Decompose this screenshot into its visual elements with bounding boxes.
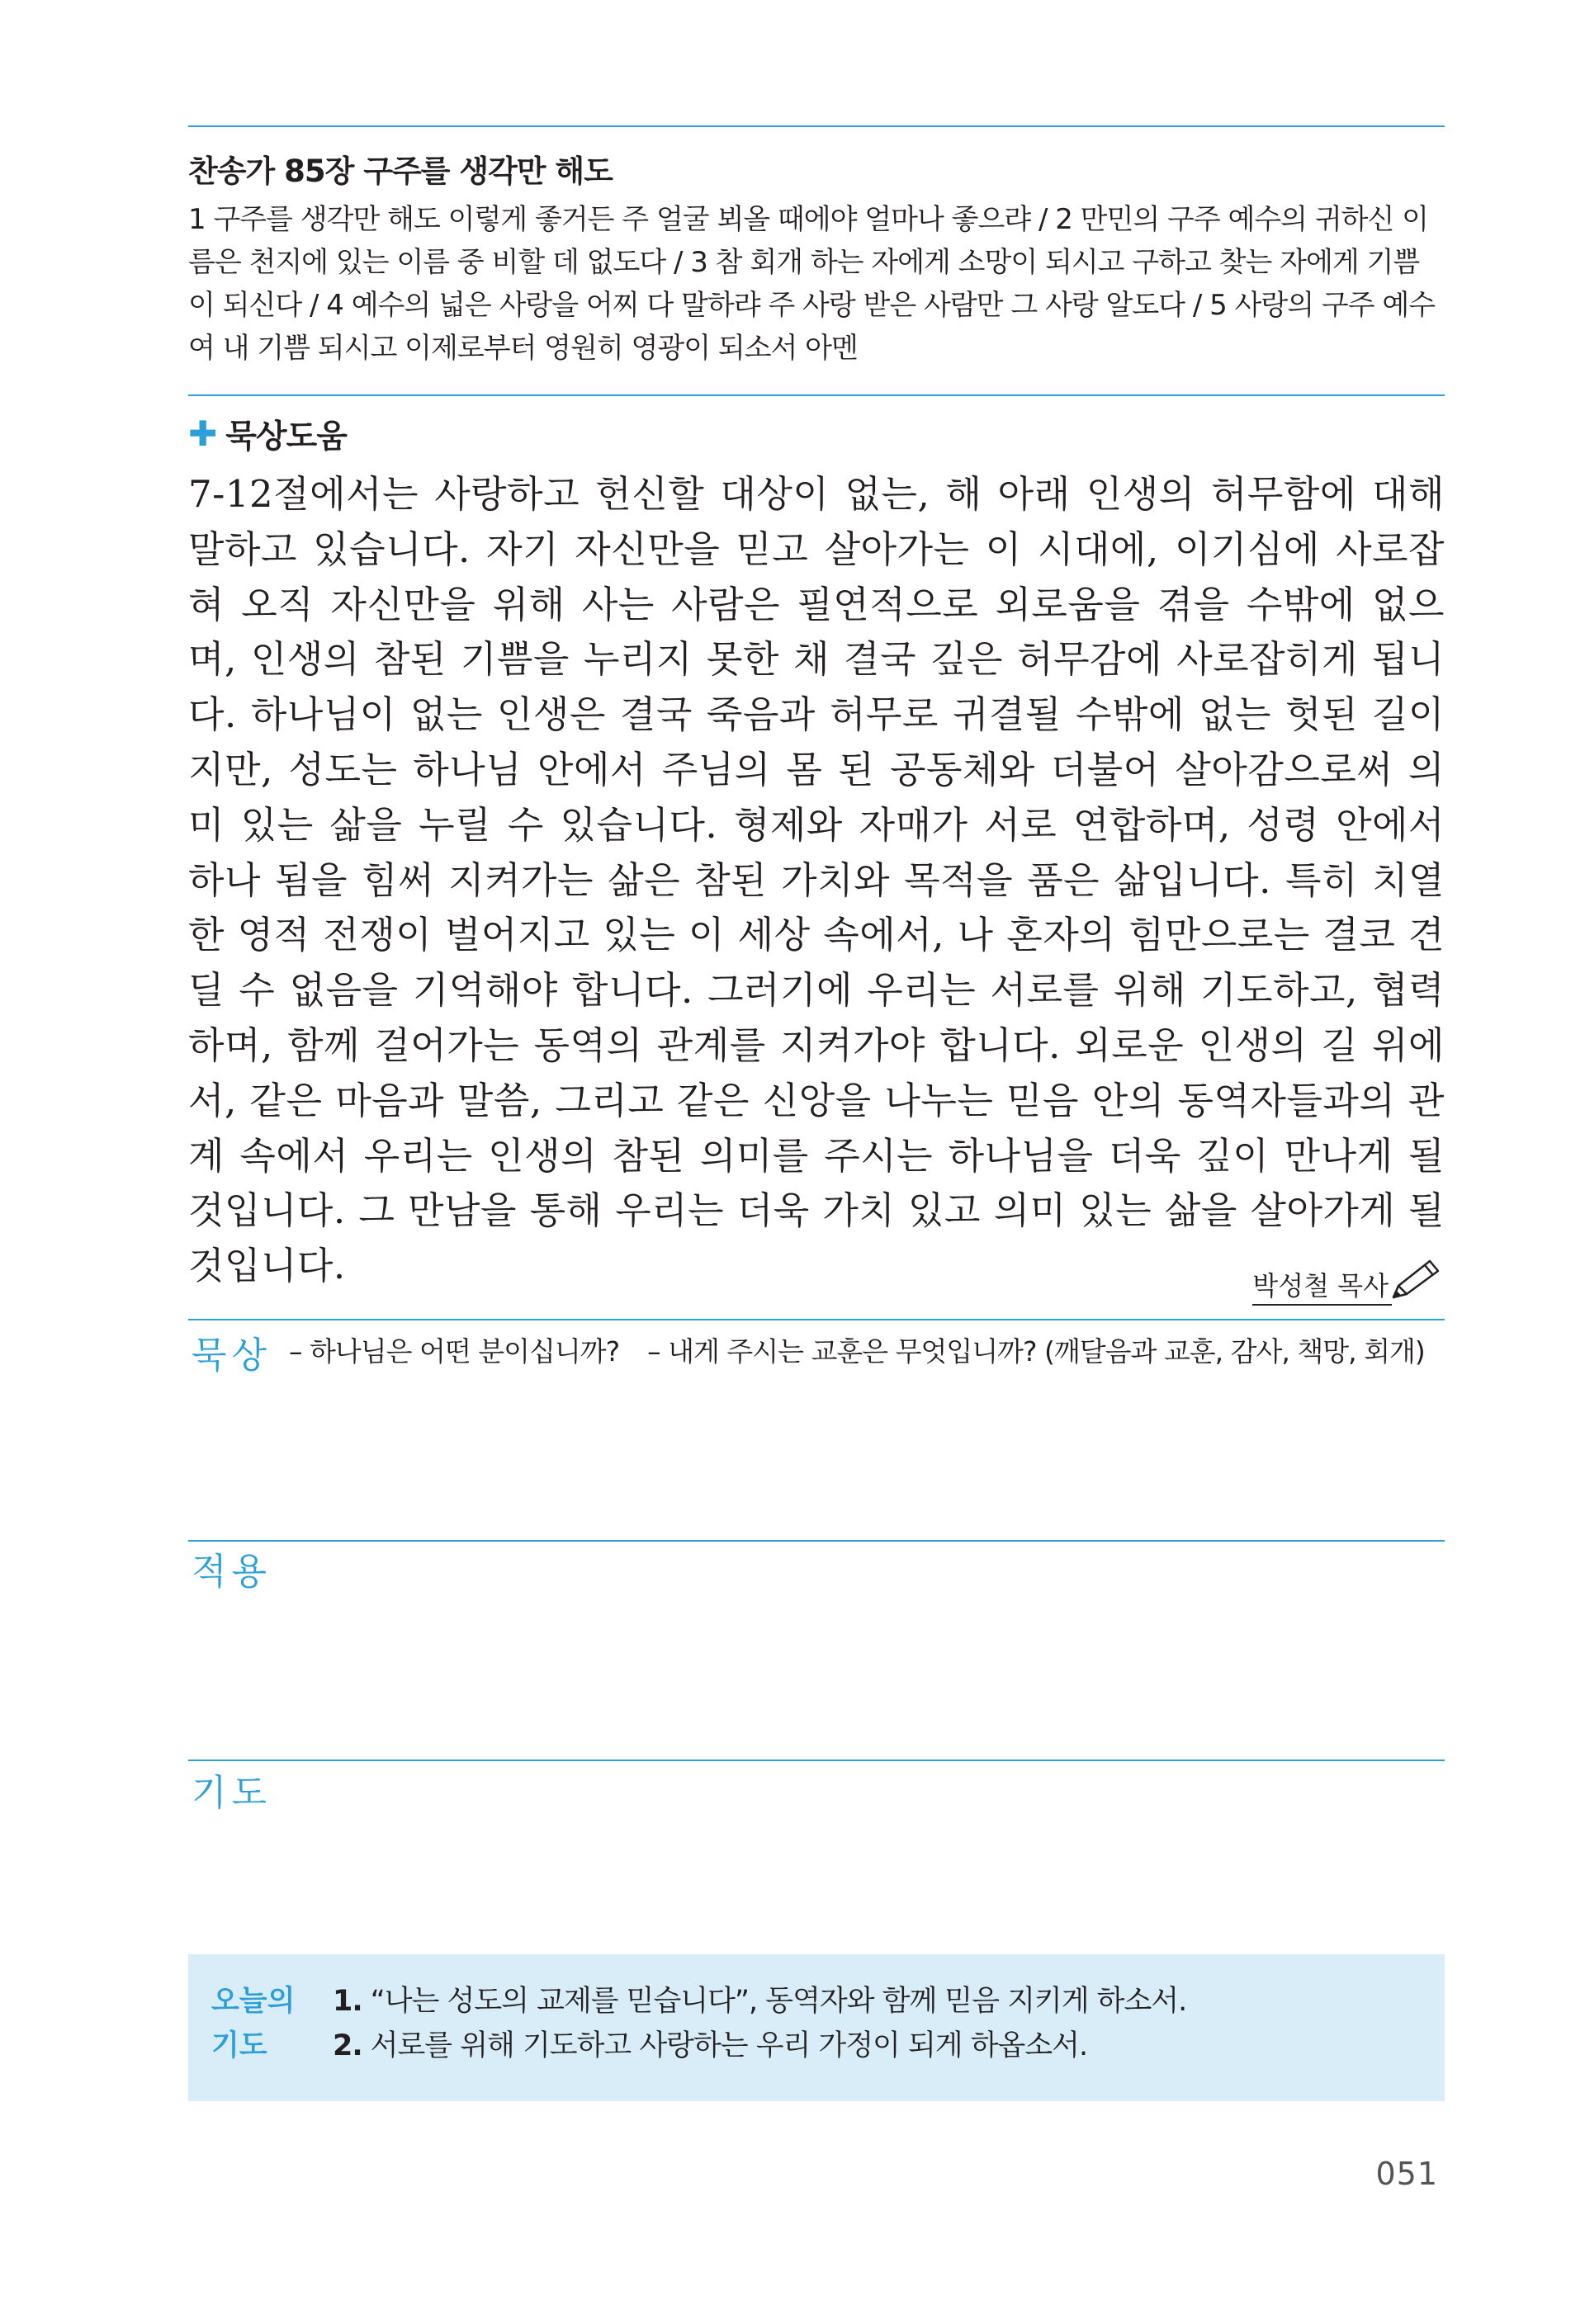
prayer-item	[333, 1979, 1186, 2024]
hymn-title: 찬송가 85장 구주를 생각만 해도	[188, 154, 613, 189]
prayer-item	[333, 2024, 1186, 2068]
prayer-item-number: 1.	[333, 1985, 362, 2018]
meditation-help-title: 묵상도움	[225, 418, 347, 456]
author-name: 박성철 목사	[1252, 1269, 1392, 1306]
page-number: 051	[1375, 2156, 1438, 2192]
meditation-divider	[188, 1319, 1445, 1320]
hymn-section	[188, 149, 1445, 370]
plus-icon: ✚	[188, 413, 218, 454]
meditation-help-body: 7-12절에서는 사랑하고 헌신할 대상이 없는, 해 아래 인생의 허무함에 대해 말하고 있습니다. 자기 자신만을 믿고 살아가는 이 시대에, 이기심에 사로잡혀 오직 자신만을 위해 사는 사람은 필연적으로 외로움을 겪을 수밖에 없으며, 인생의 참된 기쁨을 누리지 못한 채 결국 깊은 허무감에 사로잡히게 됩니다. 하나님이 없는 인생은 결국 죽음과 허무로 귀결될 수밖에 없는 헛된 길이지만, 성도는 하나님 안에서 주님의 몸 된 공동체와 더불어 살아감으로써 의미 있는 삶을 누릴 수 있습니다. 형제와 자매가 서로 연합하며, 성령 안에서 하나 됨을 힘써 지켜가는 삶은 참된 가치와 목적을 품은 삶입니다. 특히 치열한 영적 전쟁이 벌어지고 있는 이 세상 속에서, 나 혼자의 힘만으로는 결코 견딜 수 없음을 기억해야 합니다. 그러기에 우리는 서로를 위해 기도하고, 협력하며, 함께 걸어가는 동역의 관계를 지켜가야 합니다. 외로운 인생의 길 위에서, 같은 마음과 말씀, 그리고 같은 신앙을 나누는 믿음 안의 동역자들과의 관계 속에서 우리는 인생의 참된 의미를 주시는 하나님을 더욱 깊이 만나게 될 것입니다. 그 만남을 통해 우리는 더욱 가치 있고 의미 있는 삶을 살아가게 될 것입니다.	[188, 472, 1445, 1288]
prayer-item-text: “나는 성도의 교제를 믿습니다”, 동역자와 함께 믿음 지키게 하소서.	[370, 1985, 1187, 2018]
todays-prayer-box	[188, 1954, 1445, 2101]
todays-prayer-label: 오늘의 기도	[211, 1985, 296, 2062]
author-signature	[1252, 1256, 1445, 1306]
meditation-help-header	[188, 411, 347, 457]
meditation-prompt-1: – 하나님은 어떤 분이십니까?	[289, 1335, 620, 1367]
prayer-item-number: 2.	[333, 2029, 362, 2062]
pencil-icon	[1387, 1256, 1445, 1306]
meditation-prompt-2: – 내게 주시는 교훈은 무엇입니까? (깨달음과 교훈, 감사, 책망, 회개)	[647, 1335, 1425, 1367]
hymn-lyrics: 1 구주를 생각만 해도 이렇게 좋거든 주 얼굴 뵈올 때에야 얼마나 좋으랴 / 2 만민의 구주 예수의 귀하신 이름은 천지에 있는 이름 중 비할 데 없도다 / 3 참 회개 하는 자에게 소망이 되시고 구하고 찾는 자에게 기쁨이 되신다 / 4 예수의 넓은 사랑을 어찌 다 말하랴 주 사랑 받은 사람만 그 사랑 알도다 / 5 사랑의 구주 예수여 내 기쁨 되시고 이제로부터 영원히 영광이 되소서 아멘	[188, 203, 1436, 365]
todays-prayer-list	[333, 1979, 1186, 2068]
top-divider	[188, 125, 1445, 127]
prayer-item-text: 서로를 위해 기도하고 사랑하는 우리 가정이 되게 하옵소서.	[370, 2029, 1088, 2062]
application-divider	[188, 1540, 1445, 1542]
meditation-prompts	[289, 1332, 1425, 1372]
hymn-divider	[188, 394, 1445, 396]
meditation-label: 묵상	[192, 1334, 272, 1377]
prayer-divider	[188, 1760, 1445, 1761]
prayer-label: 기도	[192, 1772, 272, 1814]
application-label: 적용	[192, 1551, 272, 1593]
